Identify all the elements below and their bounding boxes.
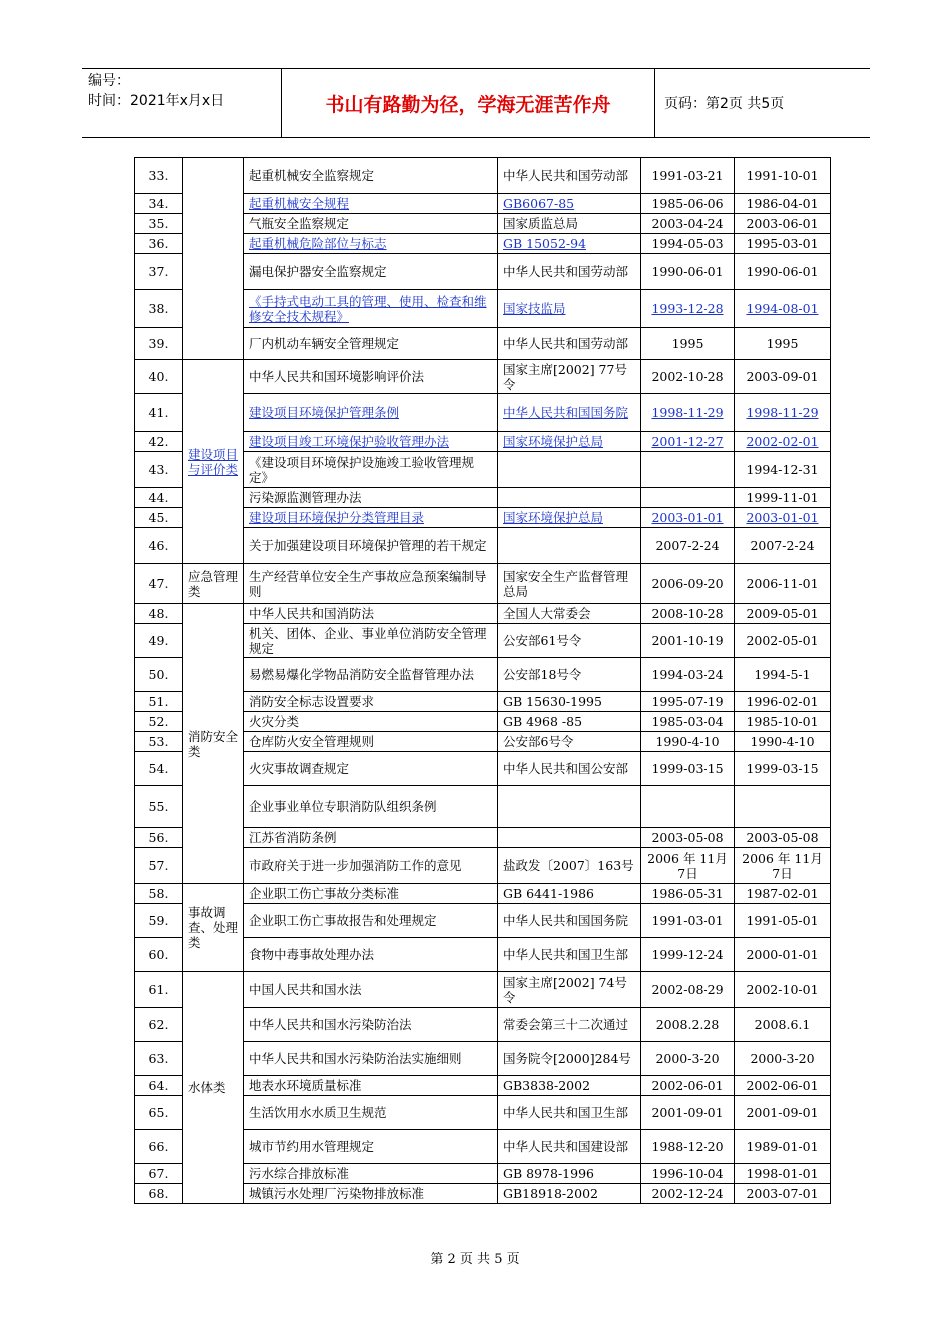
publish-date-cell: 1996-10-04 bbox=[641, 1164, 735, 1184]
effective-date-cell: 2007-2-24 bbox=[735, 528, 831, 564]
publish-date-cell: 1999-12-24 bbox=[641, 938, 735, 972]
issuer-cell: 国务院令[2000]284号 bbox=[498, 1042, 641, 1076]
regulation-name-cell: 污水综合排放标准 bbox=[244, 1164, 498, 1184]
effective-date-cell: 2001-09-01 bbox=[735, 1096, 831, 1130]
regulation-name-cell: 市政府关于进一步加强消防工作的意见 bbox=[244, 848, 498, 884]
regulation-name-cell: 易燃易爆化学物品消防安全监督管理办法 bbox=[244, 658, 498, 692]
publish-date-cell[interactable]: 1993-12-28 bbox=[641, 290, 735, 328]
effective-date-cell: 1989-01-01 bbox=[735, 1130, 831, 1164]
issuer-cell[interactable]: 国家环境保护总局 bbox=[498, 432, 641, 452]
page-footer: 第 2 页 共 5 页 bbox=[430, 1252, 520, 1267]
publish-date-cell: 2008-10-28 bbox=[641, 604, 735, 624]
publish-date-cell: 1988-12-20 bbox=[641, 1130, 735, 1164]
header-motto: 书山有路勤为径，学海无涯苦作舟 bbox=[282, 69, 655, 137]
publish-date-cell: 1990-06-01 bbox=[641, 254, 735, 290]
regulation-name-cell: 企业事业单位专职消防队组织条例 bbox=[244, 786, 498, 828]
table-row bbox=[135, 158, 831, 194]
publish-date-cell: 1990-4-10 bbox=[641, 732, 735, 752]
effective-date-cell bbox=[735, 786, 831, 828]
publish-date-cell[interactable]: 2003-01-01 bbox=[641, 508, 735, 528]
issuer-cell: 中华人民共和国劳动部 bbox=[498, 254, 641, 290]
category-cell: 消防安全类 bbox=[183, 604, 244, 884]
effective-date-cell: 2003-09-01 bbox=[735, 360, 831, 394]
effective-date-cell: 1995-03-01 bbox=[735, 234, 831, 254]
issuer-cell: GB 15630-1995 bbox=[498, 692, 641, 712]
effective-date-cell: 2003-06-01 bbox=[735, 214, 831, 234]
issuer-cell bbox=[498, 828, 641, 848]
effective-date-cell: 1990-4-10 bbox=[735, 732, 831, 752]
regulation-name-cell: 《建设项目环境保护设施竣工验收管理规定》 bbox=[244, 452, 498, 488]
issuer-cell: GB3838-2002 bbox=[498, 1076, 641, 1096]
regulation-name-cell[interactable]: 建设项目环境保护管理条例 bbox=[244, 394, 498, 432]
effective-date-cell: 1991-05-01 bbox=[735, 904, 831, 938]
regulation-name-cell: 机关、团体、企业、事业单位消防安全管理规定 bbox=[244, 624, 498, 658]
row-number-cell: 38. bbox=[135, 290, 183, 328]
regulation-name-cell: 气瓶安全监察规定 bbox=[244, 214, 498, 234]
row-number-cell: 64. bbox=[135, 1076, 183, 1096]
row-number-cell: 52. bbox=[135, 712, 183, 732]
publish-date-cell bbox=[641, 786, 735, 828]
row-number-cell: 54. bbox=[135, 752, 183, 786]
table-row bbox=[135, 360, 831, 394]
regulation-name-cell[interactable]: 《手持式电动工具的管理、使用、检查和维修安全技术规程》 bbox=[244, 290, 498, 328]
effective-date-cell: 2003-05-08 bbox=[735, 828, 831, 848]
serial-label: 编号： bbox=[88, 73, 130, 89]
effective-date-cell[interactable]: 2002-02-01 bbox=[735, 432, 831, 452]
publish-date-cell: 2002-10-28 bbox=[641, 360, 735, 394]
publish-date-cell: 2008.2.28 bbox=[641, 1008, 735, 1042]
issuer-cell: 公安部61号令 bbox=[498, 624, 641, 658]
row-number-cell: 44. bbox=[135, 488, 183, 508]
issuer-cell: 全国人大常委会 bbox=[498, 604, 641, 624]
regulation-name-cell: 火灾事故调查规定 bbox=[244, 752, 498, 786]
regulation-name-cell: 污染源监测管理办法 bbox=[244, 488, 498, 508]
row-number-cell: 65. bbox=[135, 1096, 183, 1130]
effective-date-cell[interactable]: 1994-08-01 bbox=[735, 290, 831, 328]
effective-date-cell: 2002-06-01 bbox=[735, 1076, 831, 1096]
publish-date-cell: 1999-03-15 bbox=[641, 752, 735, 786]
row-number-cell: 67. bbox=[135, 1164, 183, 1184]
row-number-cell: 53. bbox=[135, 732, 183, 752]
effective-date-cell: 2006-11-01 bbox=[735, 564, 831, 604]
category-cell: 应急管理类 bbox=[183, 564, 244, 604]
regulation-name-cell: 中华人民共和国消防法 bbox=[244, 604, 498, 624]
row-number-cell: 49. bbox=[135, 624, 183, 658]
effective-date-cell: 1986-04-01 bbox=[735, 194, 831, 214]
publish-date-cell: 1994-03-24 bbox=[641, 658, 735, 692]
publish-date-cell: 1985-06-06 bbox=[641, 194, 735, 214]
publish-date-cell: 1991-03-21 bbox=[641, 158, 735, 194]
page-header bbox=[82, 68, 870, 138]
issuer-cell: 公安部6号令 bbox=[498, 732, 641, 752]
row-number-cell: 58. bbox=[135, 884, 183, 904]
row-number-cell: 34. bbox=[135, 194, 183, 214]
regulation-name-cell[interactable]: 起重机械危险部位与标志 bbox=[244, 234, 498, 254]
effective-date-cell: 2002-05-01 bbox=[735, 624, 831, 658]
table-row bbox=[135, 604, 831, 624]
row-number-cell: 57. bbox=[135, 848, 183, 884]
publish-date-cell[interactable]: 2001-12-27 bbox=[641, 432, 735, 452]
regulation-name-cell: 中国人民共和国水法 bbox=[244, 972, 498, 1008]
publish-date-cell: 2001-09-01 bbox=[641, 1096, 735, 1130]
effective-date-cell: 1999-11-01 bbox=[735, 488, 831, 508]
issuer-cell[interactable]: 国家环境保护总局 bbox=[498, 508, 641, 528]
effective-date-cell: 2002-10-01 bbox=[735, 972, 831, 1008]
issuer-cell bbox=[498, 786, 641, 828]
regulation-name-cell: 企业职工伤亡事故报告和处理规定 bbox=[244, 904, 498, 938]
row-number-cell: 51. bbox=[135, 692, 183, 712]
publish-date-cell: 2001-10-19 bbox=[641, 624, 735, 658]
issuer-cell[interactable]: 国家技监局 bbox=[498, 290, 641, 328]
regulation-name-cell: 漏电保护器安全监察规定 bbox=[244, 254, 498, 290]
publish-date-cell: 2002-08-29 bbox=[641, 972, 735, 1008]
issuer-cell bbox=[498, 528, 641, 564]
regulation-name-cell: 城市节约用水管理规定 bbox=[244, 1130, 498, 1164]
regulation-name-cell: 地表水环境质量标准 bbox=[244, 1076, 498, 1096]
publish-date-cell bbox=[641, 488, 735, 508]
row-number-cell: 68. bbox=[135, 1184, 183, 1204]
publish-date-cell[interactable]: 1998-11-29 bbox=[641, 394, 735, 432]
row-number-cell: 45. bbox=[135, 508, 183, 528]
publish-date-cell: 1994-05-03 bbox=[641, 234, 735, 254]
regulation-name-cell: 火灾分类 bbox=[244, 712, 498, 732]
regulation-table-body bbox=[135, 158, 831, 1204]
row-number-cell: 39. bbox=[135, 328, 183, 360]
publish-date-cell: 2006 年 11月7日 bbox=[641, 848, 735, 884]
table-row bbox=[135, 972, 831, 1008]
publish-date-cell: 1985-03-04 bbox=[641, 712, 735, 732]
issuer-cell: 国家质监总局 bbox=[498, 214, 641, 234]
row-number-cell: 62. bbox=[135, 1008, 183, 1042]
category-cell bbox=[183, 158, 244, 360]
regulation-name-cell: 起重机械安全监察规定 bbox=[244, 158, 498, 194]
row-number-cell: 36. bbox=[135, 234, 183, 254]
effective-date-cell: 1996-02-01 bbox=[735, 692, 831, 712]
row-number-cell: 61. bbox=[135, 972, 183, 1008]
header-meta bbox=[82, 69, 282, 137]
regulation-name-cell: 消防安全标志设置要求 bbox=[244, 692, 498, 712]
issuer-cell: 国家主席[2002] 74号令 bbox=[498, 972, 641, 1008]
publish-date-cell: 2003-04-24 bbox=[641, 214, 735, 234]
effective-date-cell: 1994-5-1 bbox=[735, 658, 831, 692]
row-number-cell: 47. bbox=[135, 564, 183, 604]
regulation-name-cell: 食物中毒事故处理办法 bbox=[244, 938, 498, 972]
publish-date-cell: 2002-06-01 bbox=[641, 1076, 735, 1096]
table-row bbox=[135, 884, 831, 904]
publish-date-cell: 2003-05-08 bbox=[641, 828, 735, 848]
row-number-cell: 42. bbox=[135, 432, 183, 452]
issuer-cell bbox=[498, 452, 641, 488]
row-number-cell: 55. bbox=[135, 786, 183, 828]
row-number-cell: 63. bbox=[135, 1042, 183, 1076]
regulation-name-cell: 生活饮用水水质卫生规范 bbox=[244, 1096, 498, 1130]
publish-date-cell bbox=[641, 452, 735, 488]
row-number-cell: 41. bbox=[135, 394, 183, 432]
effective-date-cell[interactable]: 2003-01-01 bbox=[735, 508, 831, 528]
row-number-cell: 56. bbox=[135, 828, 183, 848]
issuer-cell[interactable]: 中华人民共和国国务院 bbox=[498, 394, 641, 432]
row-number-cell: 46. bbox=[135, 528, 183, 564]
issuer-cell[interactable]: GB6067-85 bbox=[498, 194, 641, 214]
effective-date-cell: 2006 年 11月7日 bbox=[735, 848, 831, 884]
issuer-cell: GB 8978-1996 bbox=[498, 1164, 641, 1184]
publish-date-cell: 1991-03-01 bbox=[641, 904, 735, 938]
category-cell[interactable]: 建设项目与评价类 bbox=[183, 360, 244, 564]
row-number-cell: 59. bbox=[135, 904, 183, 938]
issuer-cell: 中华人民共和国卫生部 bbox=[498, 1096, 641, 1130]
regulation-name-cell[interactable]: 建设项目环境保护分类管理目录 bbox=[244, 508, 498, 528]
row-number-cell: 40. bbox=[135, 360, 183, 394]
time-label: 时间：2021年x月x日 bbox=[88, 93, 225, 109]
issuer-cell bbox=[498, 488, 641, 508]
row-number-cell: 33. bbox=[135, 158, 183, 194]
issuer-cell: 中华人民共和国建设部 bbox=[498, 1130, 641, 1164]
publish-date-cell: 1995-07-19 bbox=[641, 692, 735, 712]
publish-date-cell: 1986-05-31 bbox=[641, 884, 735, 904]
category-cell: 事故调查、处理类 bbox=[183, 884, 244, 972]
effective-date-cell: 2000-01-01 bbox=[735, 938, 831, 972]
publish-date-cell: 1995 bbox=[641, 328, 735, 360]
issuer-cell: 常委会第三十二次通过 bbox=[498, 1008, 641, 1042]
row-number-cell: 43. bbox=[135, 452, 183, 488]
effective-date-cell: 1991-10-01 bbox=[735, 158, 831, 194]
issuer-cell: 中华人民共和国公安部 bbox=[498, 752, 641, 786]
issuer-cell: 中华人民共和国国务院 bbox=[498, 904, 641, 938]
effective-date-cell: 1987-02-01 bbox=[735, 884, 831, 904]
publish-date-cell: 2007-2-24 bbox=[641, 528, 735, 564]
effective-date-cell: 2009-05-01 bbox=[735, 604, 831, 624]
issuer-cell: 公安部18号令 bbox=[498, 658, 641, 692]
effective-date-cell: 1994-12-31 bbox=[735, 452, 831, 488]
issuer-cell: 中华人民共和国卫生部 bbox=[498, 938, 641, 972]
regulation-name-cell: 城镇污水处理厂污染物排放标准 bbox=[244, 1184, 498, 1204]
regulation-table bbox=[134, 157, 831, 1204]
row-number-cell: 48. bbox=[135, 604, 183, 624]
publish-date-cell: 2006-09-20 bbox=[641, 564, 735, 604]
issuer-cell: 国家安全生产监督管理总局 bbox=[498, 564, 641, 604]
issuer-cell: GB 4968 -85 bbox=[498, 712, 641, 732]
effective-date-cell: 2008.6.1 bbox=[735, 1008, 831, 1042]
issuer-cell: 中华人民共和国劳动部 bbox=[498, 328, 641, 360]
publish-date-cell: 2002-12-24 bbox=[641, 1184, 735, 1204]
issuer-cell: GB18918-2002 bbox=[498, 1184, 641, 1204]
effective-date-cell: 1995 bbox=[735, 328, 831, 360]
effective-date-cell: 1999-03-15 bbox=[735, 752, 831, 786]
regulation-name-cell: 仓库防火安全管理规则 bbox=[244, 732, 498, 752]
regulation-name-cell: 生产经营单位安全生产事故应急预案编制导则 bbox=[244, 564, 498, 604]
regulation-name-cell: 企业职工伤亡事故分类标准 bbox=[244, 884, 498, 904]
row-number-cell: 35. bbox=[135, 214, 183, 234]
issuer-cell: 中华人民共和国劳动部 bbox=[498, 158, 641, 194]
publish-date-cell: 2000-3-20 bbox=[641, 1042, 735, 1076]
header-page-info: 页码：第2页 共5页 bbox=[664, 96, 785, 112]
regulation-name-cell[interactable]: 起重机械安全规程 bbox=[244, 194, 498, 214]
regulation-name-cell: 关于加强建设项目环境保护管理的若干规定 bbox=[244, 528, 498, 564]
issuer-cell: 国家主席[2002] 77号令 bbox=[498, 360, 641, 394]
regulation-name-cell[interactable]: 建设项目竣工环境保护验收管理办法 bbox=[244, 432, 498, 452]
regulation-name-cell: 厂内机动车辆安全管理规定 bbox=[244, 328, 498, 360]
issuer-cell: GB 6441-1986 bbox=[498, 884, 641, 904]
effective-date-cell: 1985-10-01 bbox=[735, 712, 831, 732]
effective-date-cell: 1990-06-01 bbox=[735, 254, 831, 290]
issuer-cell: 盐政发〔2007〕163号 bbox=[498, 848, 641, 884]
row-number-cell: 66. bbox=[135, 1130, 183, 1164]
regulation-name-cell: 中华人民共和国水污染防治法实施细则 bbox=[244, 1042, 498, 1076]
effective-date-cell: 1998-01-01 bbox=[735, 1164, 831, 1184]
row-number-cell: 37. bbox=[135, 254, 183, 290]
row-number-cell: 60. bbox=[135, 938, 183, 972]
regulation-name-cell: 江苏省消防条例 bbox=[244, 828, 498, 848]
regulation-name-cell: 中华人民共和国水污染防治法 bbox=[244, 1008, 498, 1042]
table-row bbox=[135, 564, 831, 604]
regulation-name-cell: 中华人民共和国环境影响评价法 bbox=[244, 360, 498, 394]
issuer-cell[interactable]: GB 15052-94 bbox=[498, 234, 641, 254]
row-number-cell: 50. bbox=[135, 658, 183, 692]
category-cell: 水体类 bbox=[183, 972, 244, 1204]
effective-date-cell: 2003-07-01 bbox=[735, 1184, 831, 1204]
effective-date-cell: 2000-3-20 bbox=[735, 1042, 831, 1076]
effective-date-cell[interactable]: 1998-11-29 bbox=[735, 394, 831, 432]
